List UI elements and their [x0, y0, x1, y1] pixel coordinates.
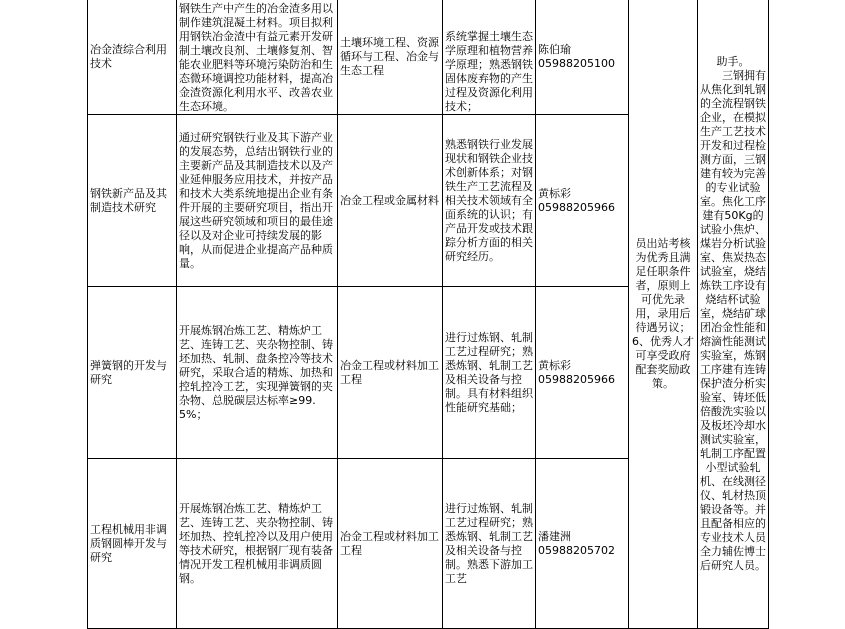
project-major: 冶金工程或金属材料 [338, 115, 443, 287]
project-major: 土壤环境工程、资源循环与工程、冶金与生态工程 [338, 0, 443, 115]
benefits-column [629, 0, 698, 629]
contact-phone: 05988205966 [538, 372, 615, 386]
project-requirements: 进行过炼钢、轧制工艺过程研究；熟悉炼钢、轧制工艺及相关设备与控制。具有材料组织性能研究基础； [443, 287, 536, 459]
project-name: 弹簧钢的开发与研究 [88, 287, 177, 459]
project-name: 钢铁新产品及其制造技术研究 [88, 115, 177, 287]
project-requirements: 系统掌握土壤生态学原理和植物营养学原理；熟悉钢铁固体废弃物的产生过程及资源化利用技术； [443, 0, 536, 115]
project-content: 通过研究钢铁行业及其下游产业的发展态势，总结出钢铁行业的主要新产品及其制造技术以及产业延伸服务应用技术，并按产品和技术大类系统地提出企业有条件开展的主要研究项目，指出开展这些研究领域和项目的最佳途径以及对企业可持续发展的影响，从而促进企业提高产品种质量。 [177, 115, 338, 287]
project-table [87, 0, 769, 629]
platform-text: 三钢拥有从焦化到轧钢的全流程钢铁企业，在模拟生产工艺技术开发和过程检测方面，三钢建有较为完善的专业试验室。焦化工序建有50Kg的试验小焦炉、煤岩分析试验室、焦炭热态试验室，烧结炼铁工序设有烧结杯试验室，烧结矿球团冶金性能和熔滴性能测试实验室，炼钢工序建有连铸保护渣分析实验室、铸坯低倍酸洗实验以及板坯冷却水测试实验室，轧制工序配置小型试验轧机、在线测径仪、轧材热顶锻设备等。并且配备相应的专业技术人员全力辅佐博士后研究人员。 [700, 68, 766, 572]
benefits-text: 员出站考核为优秀且满足任职条件者，原则上可优先录用，录用后待遇另议；6、优秀人才可享受政府配套奖励政策。 [632, 236, 694, 390]
project-requirements: 进行过炼钢、轧制工艺过程研究；熟悉炼钢、轧制工艺及相关设备与控制。熟悉下游加工工艺 [443, 459, 536, 629]
contact-name: 陈伯瑜 [538, 42, 571, 56]
project-content: 开展炼钢冶炼工艺、精炼炉工艺、连铸工艺、夹杂物控制、铸坯加热、控轧控冷以及用户使用等技术研究，根据钢厂现有装备情况开发工程机械用非调质圆钢。 [177, 459, 338, 629]
platform-column [698, 0, 769, 629]
project-requirements: 熟悉钢铁行业发展现状和钢铁企业技术创新体系；对钢铁生产工艺流程及相关技术领域有全面系统的认识；有产品开发或技术跟踪分析方面的相关研究经历。 [443, 115, 536, 287]
project-name: 工程机械用非调质钢圆棒开发与研究 [88, 459, 177, 629]
contact-name: 潘建洲 [538, 529, 571, 543]
contact-phone: 05988205100 [538, 56, 615, 70]
project-contact [536, 287, 629, 459]
table-row [88, 0, 769, 115]
project-name: 冶金渣综合利用技术 [88, 0, 177, 115]
project-content: 开展炼钢冶炼工艺、精炼炉工艺、连铸工艺、夹杂物控制、铸坯加热、轧制、盘条控冷等技术研究，采取合适的精炼、加热和控轧控冷工艺，实现弹簧钢的夹杂物、总脱碳层达标率≥99.5%； [177, 287, 338, 459]
project-contact [536, 0, 629, 115]
platform-head: 助手。 [716, 54, 750, 68]
contact-name: 黄标彩 [538, 358, 571, 372]
contact-name: 黄标彩 [538, 186, 571, 200]
contact-phone: 05988205702 [538, 543, 615, 557]
project-major: 冶金工程或材料加工工程 [338, 287, 443, 459]
contact-phone: 05988205966 [538, 200, 615, 214]
project-major: 冶金工程或材料加工工程 [338, 459, 443, 629]
project-contact [536, 115, 629, 287]
project-contact [536, 459, 629, 629]
project-content: 钢铁生产中产生的冶金渣多用以制作建筑混凝土材料。项目拟利用钢铁冶金渣中有益元素开发研制土壤改良剂、土壤修复剂、智能农业肥料等环境污染防治和生态微环境调控功能材料，提高冶金渣资源化利用水平、改善农业生态环境。 [177, 0, 338, 115]
